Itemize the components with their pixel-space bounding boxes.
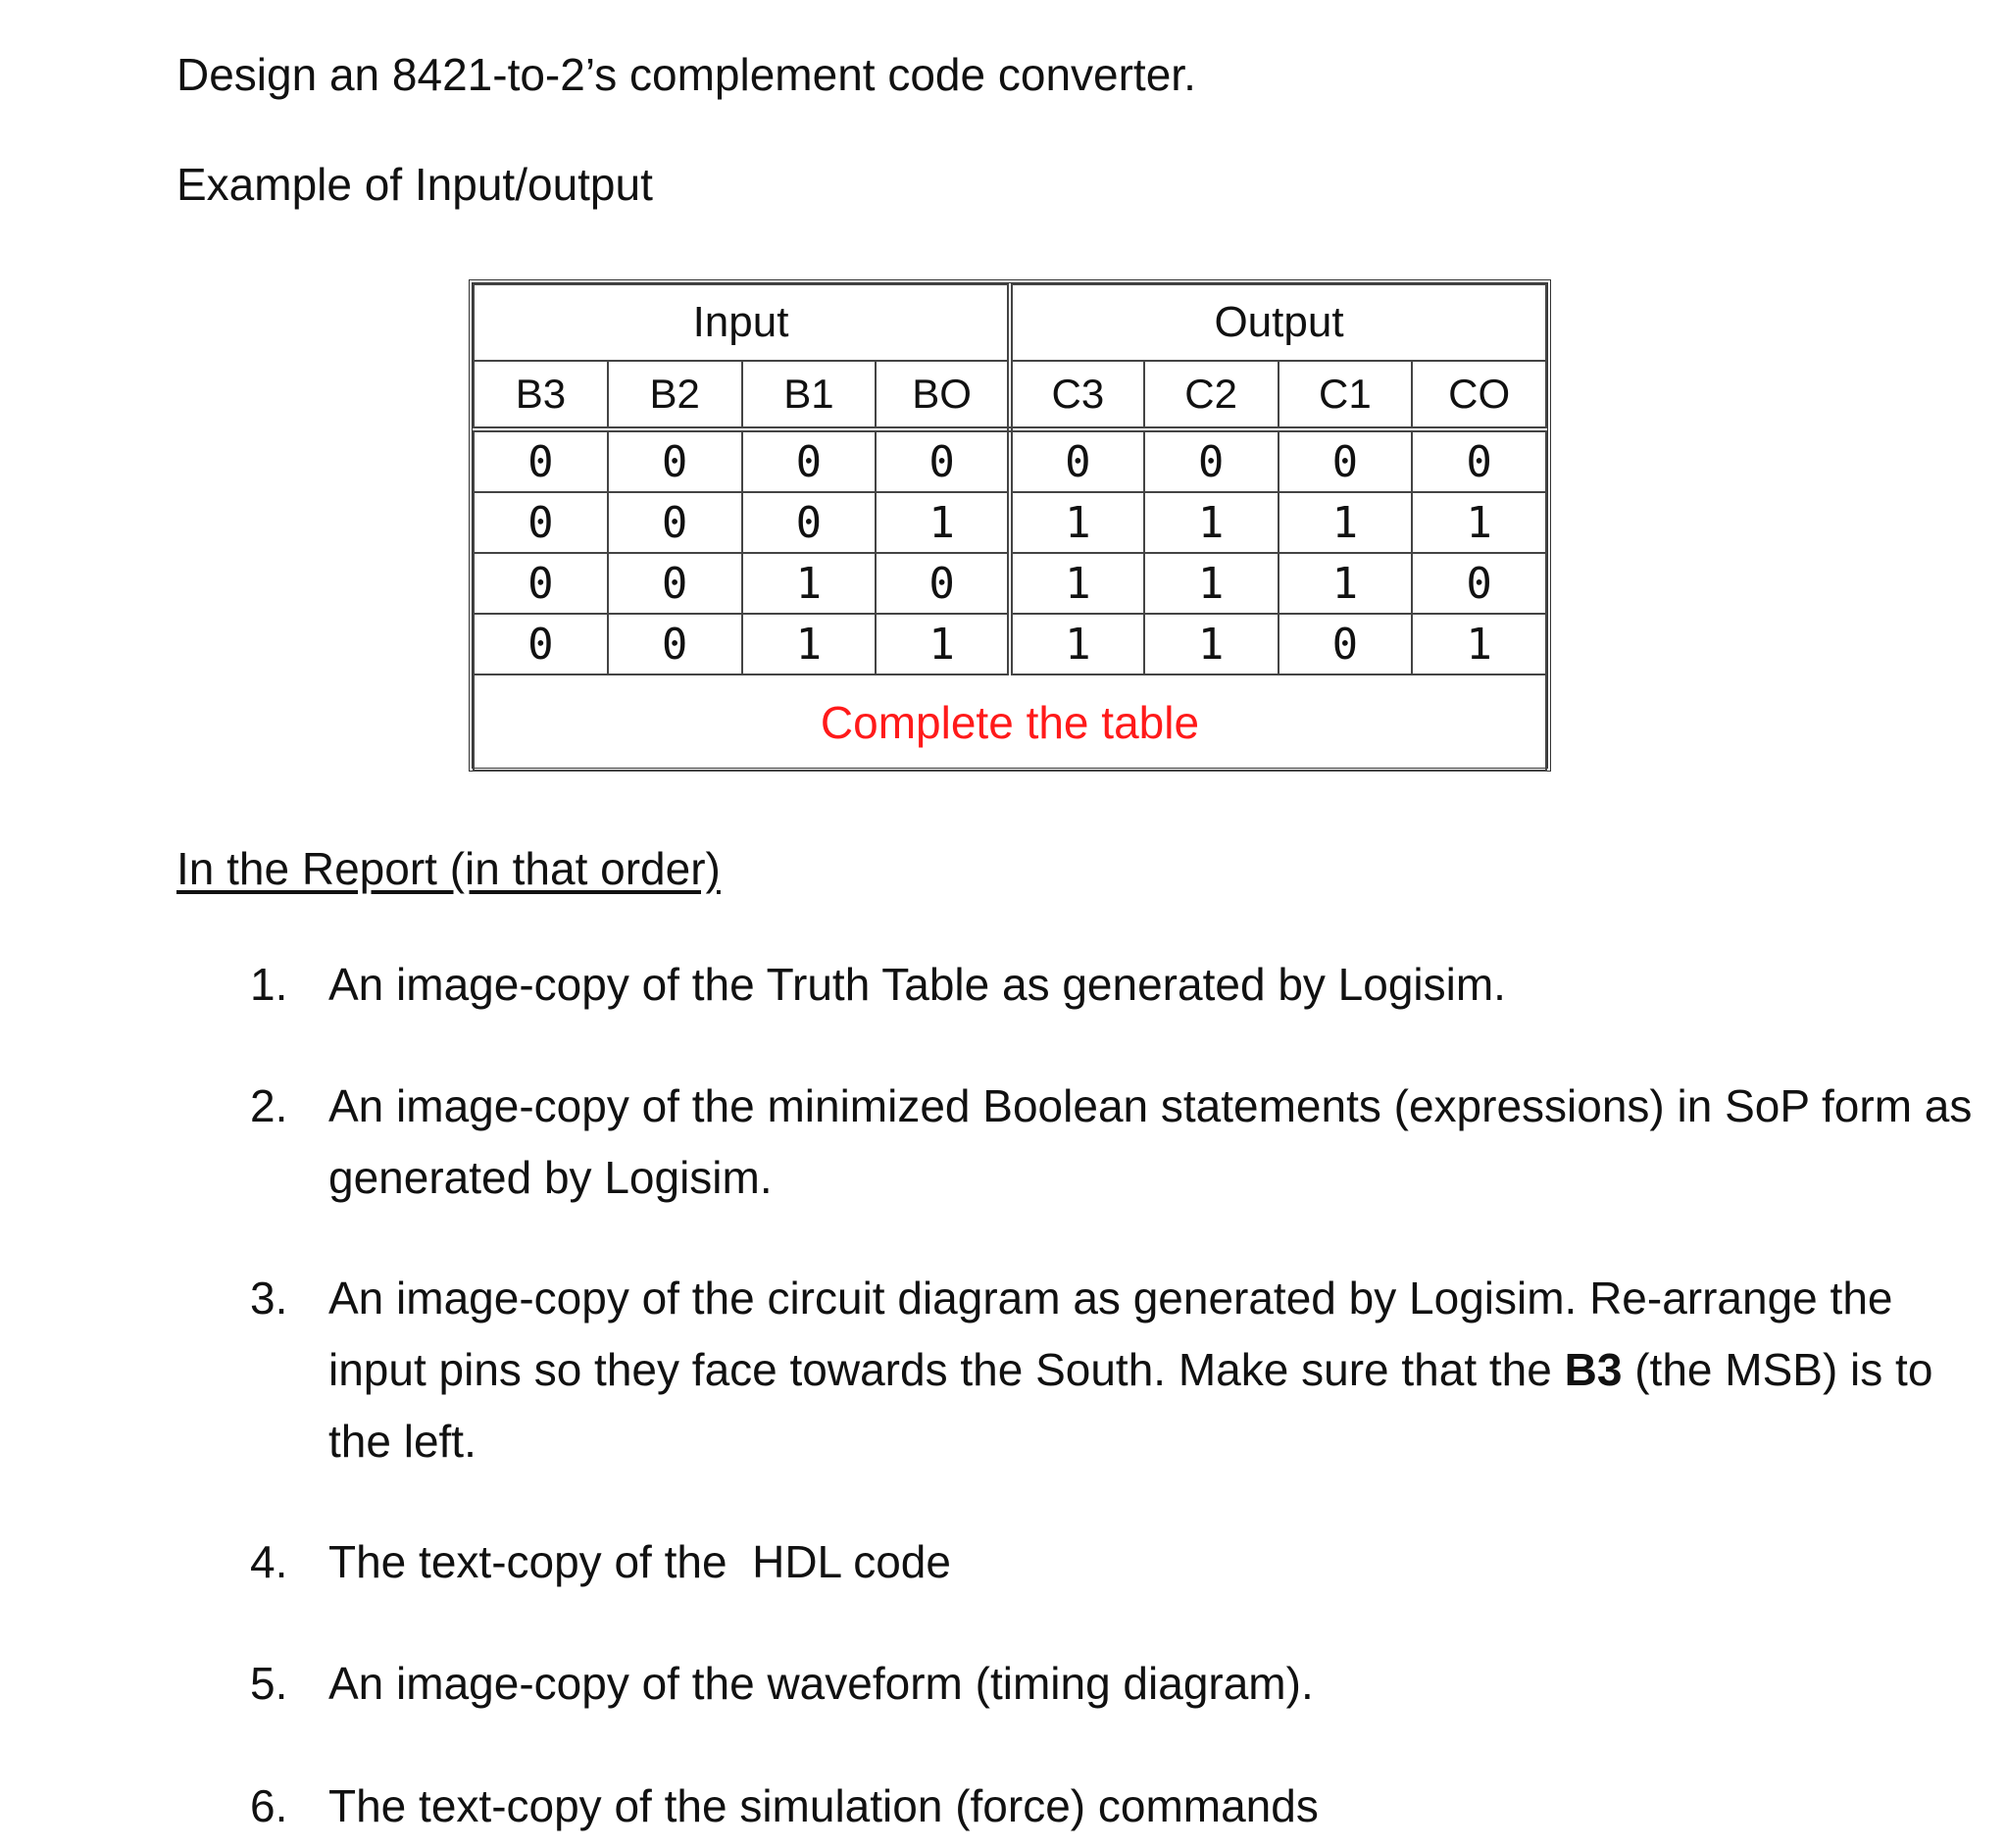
list-item-number: 1. [250,959,288,1010]
table-cell: 1 [1144,492,1279,553]
table-cell: 0 [876,429,1010,492]
example-heading: Example of Input/output [176,159,653,210]
msb-label: B3 [1564,1344,1623,1395]
list-item-text: An image-copy of the waveform (timing diagram). [328,1658,1314,1709]
column-header-b3: B3 [474,361,608,429]
table-row [474,553,1546,614]
table-cell: 0 [474,553,608,614]
list-item-text-part: (the MSB) is to the left. [328,1344,1933,1467]
table-cell: 1 [876,614,1010,674]
table-cell: 1 [1279,553,1413,614]
column-header-c2: C2 [1144,361,1279,429]
table-cell: 1 [742,614,877,674]
list-item-number: 6. [250,1780,288,1831]
column-header-c0: CO [1412,361,1546,429]
table-row [474,429,1546,492]
table-cell: 0 [1412,553,1546,614]
table-cell: 1 [1010,614,1144,674]
table-cell: 1 [876,492,1010,553]
table-cell: 0 [1279,429,1413,492]
table-cell: 0 [876,553,1010,614]
table-cell: 0 [1144,429,1279,492]
table-cell: 1 [742,553,877,614]
list-item-number: 5. [250,1658,288,1709]
list-item-number: 4. [250,1536,288,1587]
table-cell: 0 [608,492,742,553]
list-item-text [328,1263,1995,1477]
report-heading: In the Report (in that order) [176,843,721,894]
table-cell: 0 [1010,429,1144,492]
table-cell: 0 [608,553,742,614]
table-cell: 1 [1144,614,1279,674]
list-item-number: 2. [250,1080,288,1131]
column-header-c1: C1 [1279,361,1413,429]
table-cell: 0 [742,492,877,553]
column-header-b1: B1 [742,361,877,429]
table-row [474,614,1546,674]
list-item-text: An image-copy of the minimized Boolean statements (expressions) in SoP form as generated by Logisim. [328,1080,1973,1203]
table-cell: 1 [1412,492,1546,553]
output-group-header: Output [1010,284,1546,361]
table-cell: 0 [608,614,742,674]
table-cell: 0 [1279,614,1413,674]
complete-table-note: Complete the table [474,674,1546,771]
list-item-number: 3. [250,1273,288,1324]
list-item-text: An image-copy of the Truth Table as generated by Logisim. [328,959,1506,1010]
list-item-text: The text-copy of the simulation (force) commands [328,1780,1319,1831]
list-item-text: The text-copy of the HDL code [328,1536,951,1587]
truth-table [469,279,1551,772]
table-cell: 0 [474,429,608,492]
column-header-c3: C3 [1010,361,1144,429]
document-title: Design an 8421-to-2’s complement code converter. [176,49,1196,100]
column-header-b2: B2 [608,361,742,429]
list-item-text-part: An image-copy of the circuit diagram as generated by Logisim. Re-arrange the input pins so they face towards the South. Make sure that the [328,1273,1893,1395]
table-cell: 0 [1412,429,1546,492]
table-cell: 1 [1412,614,1546,674]
table-row [474,492,1546,553]
input-group-header: Input [474,284,1010,361]
table-cell: 0 [474,492,608,553]
table-cell: 1 [1010,553,1144,614]
table-cell: 0 [608,429,742,492]
table-cell: 0 [474,614,608,674]
table-cell: 1 [1010,492,1144,553]
table-cell: 0 [742,429,877,492]
table-cell: 1 [1279,492,1413,553]
column-header-b0: BO [876,361,1010,429]
table-cell: 1 [1144,553,1279,614]
